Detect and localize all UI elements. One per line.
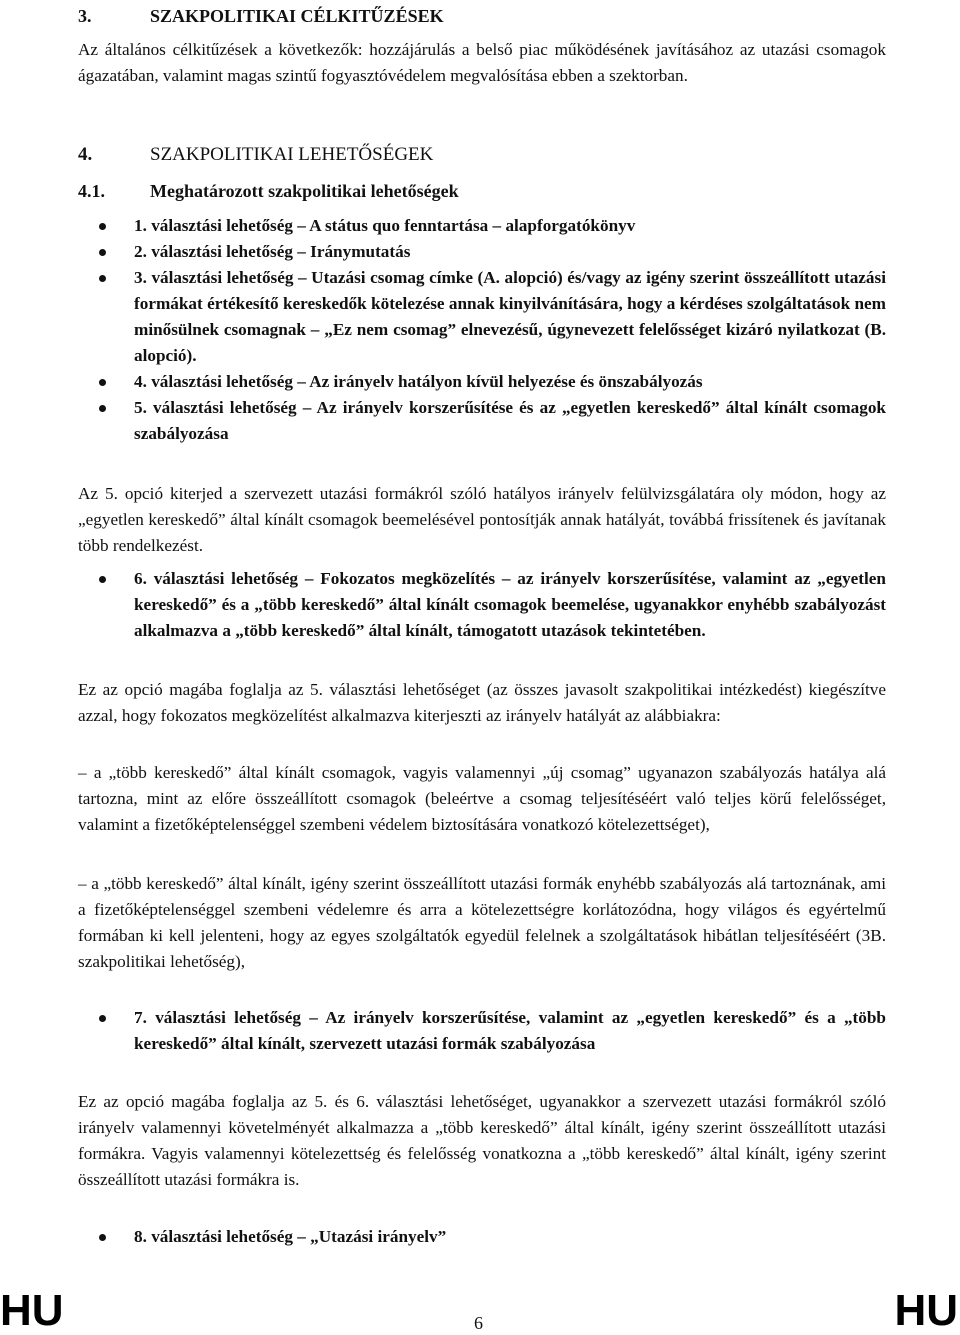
list-item: 4. választási lehetőség – Az irányelv hatályon kívül helyezése és önszabályozás — [78, 369, 886, 395]
section-number: 4.1. — [78, 181, 105, 201]
options-list — [78, 213, 886, 447]
list-item: 1. választási lehetőség – A státus quo fenntartása – alapforgatókönyv — [78, 213, 886, 239]
list-item: 7. választási lehetőség – Az irányelv korszerűsítése, valamint az „egyetlen kereskedő” és a „több kereskedő” által kínált, szervezett utazási formák szabályozása — [78, 1005, 886, 1057]
bullet-icon — [99, 223, 106, 230]
bullet-icon — [99, 405, 106, 412]
section-title: SZAKPOLITIKAI CÉLKITŰZÉSEK — [150, 6, 444, 26]
dash-item-2: – a „több kereskedő” által kínált, igény szerint összeállított utazási formák enyhébb szabályozás alá tartoznának, ami a fizetőképtelenséggel szembeni védelemre és arra a kötelezettségre korlátozódna, hogy világos és egyértelmű formában ki kell jelenteni, hogy az egyes szolgáltatók egyedül felelnek a szolgáltatások hibátlan teljesítéséért (3B. szakpolitikai lehetőség), — [78, 874, 886, 971]
footer-language-right: HU — [894, 1286, 958, 1335]
list-item: 8. választási lehetőség – „Utazási irányelv” — [78, 1224, 886, 1250]
option-6-paragraph: Ez az opció magába foglalja az 5. választási lehetőséget (az összes javasolt szakpolitikai intézkedést) kiegészítve azzal, hogy fokozatos megközelítést alkalmazva kiterjeszti az irányelv hatályát az alábbiakra: — [78, 680, 886, 725]
option-7-paragraph: Ez az opció magába foglalja az 5. és 6. választási lehetőséget, ugyanakkor a szervezett utazási formákról szóló irányelv valamennyi követelményét alkalmazza a „több kereskedő” által kínált, igény szerint összeállított utazási formákra. Vagyis valamennyi kötelezettség és felelősség vonatkozna a „több kereskedő” által kínált, igény szerint összeállított utazási formákra is. — [78, 1092, 886, 1189]
section-number: 4. — [78, 144, 93, 165]
list-item: 2. választási lehetőség – Iránymutatás — [78, 239, 886, 265]
list-item: 5. választási lehetőség – Az irányelv korszerűsítése és az „egyetlen kereskedő” által kínált csomagok szabályozása — [78, 395, 886, 447]
section-3-heading — [78, 3, 444, 29]
section-4-1-heading — [78, 178, 459, 204]
page-number: 6 — [474, 1313, 483, 1333]
bullet-icon — [99, 379, 106, 386]
section-number: 3. — [78, 6, 92, 26]
bullet-icon — [99, 249, 106, 256]
section-4-heading — [78, 142, 433, 168]
section-3-body: Az általános célkitűzések a következők: hozzájárulás a belső piac működésének javításához az utazási csomagok ágazatában, valamint magas szintű fogyasztóvédelem megvalósítása ebben a szektorban. — [78, 40, 886, 85]
list-item: 3. választási lehetőség – Utazási csomag címke (A. alopció) és/vagy az igény szerint összeállított utazási formákat értékesítő kereskedők kötelezése annak kinyilvánítására, hogy a kérdéses szolgáltatások nem minősülnek csomagnak – „Ez nem csomag” elnevezésű, úgynevezett felelősséget kizáró nyilatkozat (B. alopció). — [78, 265, 886, 369]
option-6-list — [78, 566, 886, 644]
bullet-icon — [99, 1234, 106, 1241]
bullet-icon — [99, 1015, 106, 1022]
section-title: Meghatározott szakpolitikai lehetőségek — [150, 181, 459, 201]
option-5-paragraph: Az 5. opció kiterjed a szervezett utazási formákról szóló hatályos irányelv felülvizsgálatára oly módon, hogy az „egyetlen kereskedő” által kínált csomagok beemelésével pontosítják annak hatályát, továbbá frissítenek és javítanak több rendelkezést. — [78, 484, 886, 555]
section-title: SZAKPOLITIKAI LEHETŐSÉGEK — [150, 144, 434, 165]
dash-item-1: – a „több kereskedő” által kínált csomagok, vagyis valamennyi „új csomag” ugyanazon szabályozás hatálya alá tartozna, mint az előre összeállított csomagok (beleértve a csomag teljesítéséért való teljes körű felelősséget, valamint a fizetőképtelenséggel szembeni védelem biztosítására vonatkozó kötelezettséget), — [78, 763, 886, 834]
option-7-list — [78, 1005, 886, 1057]
footer-language-left: HU — [0, 1286, 64, 1335]
option-8-list — [78, 1224, 886, 1250]
bullet-icon — [99, 275, 106, 282]
list-item: 6. választási lehetőség – Fokozatos megközelítés – az irányelv korszerűsítése, valamint az „egyetlen kereskedő” és a „több kereskedő” által kínált csomagok beemelése, ugyanakkor enyhébb szabályozást alkalmazva a „több kereskedő” által kínált, támogatott utazások tekintetében. — [78, 566, 886, 644]
bullet-icon — [99, 576, 106, 583]
